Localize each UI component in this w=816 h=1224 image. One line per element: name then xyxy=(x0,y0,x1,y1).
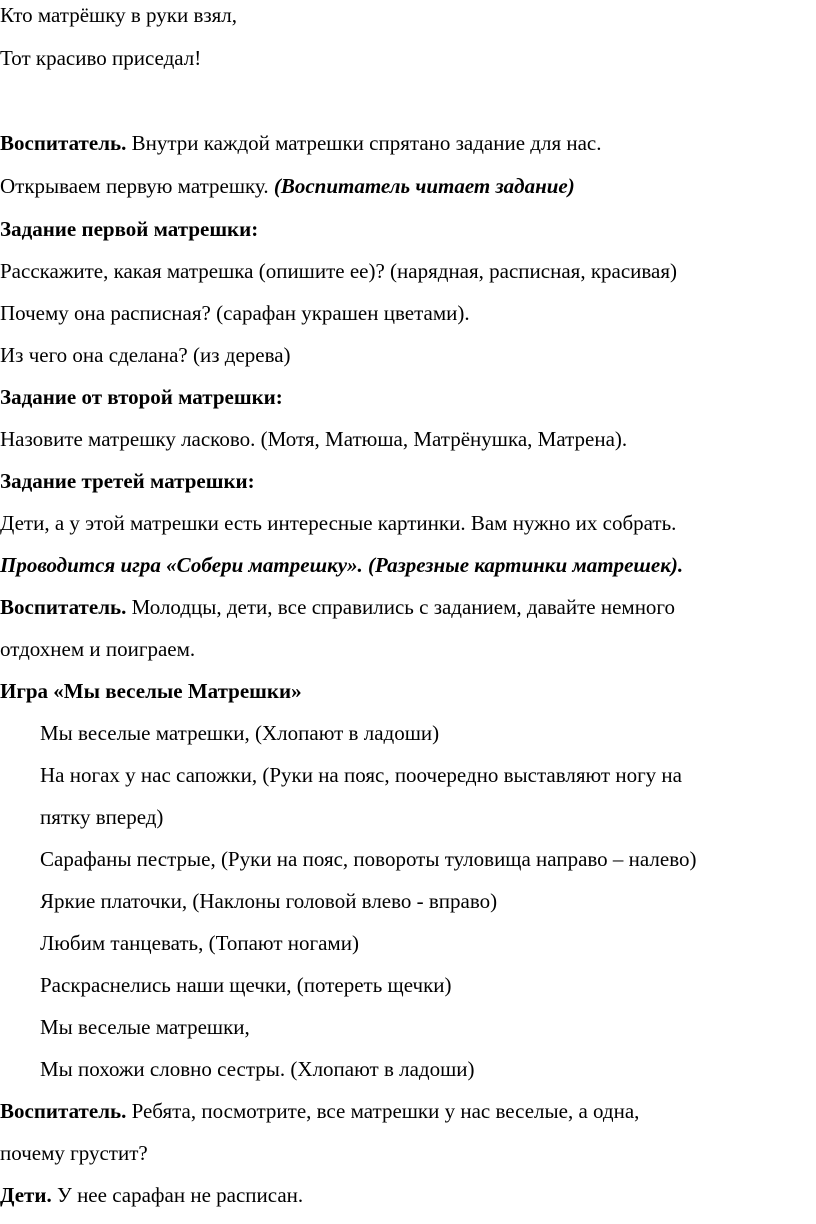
paragraph: Дети, а у этой матрешки есть интересные картинки. Вам нужно их собрать. xyxy=(0,511,677,535)
paragraph: Назовите матрешку ласково. (Мотя, Матюша, Матрёнушка, Матрена). xyxy=(0,427,628,451)
paragraph xyxy=(0,130,602,156)
paragraph: Почему она расписная? (сарафан украшен цветами). xyxy=(0,301,470,325)
heading-text: Игра «Мы веселые Матрешки» xyxy=(0,679,302,703)
heading-text: Задание от второй матрешки: xyxy=(0,385,283,409)
paragraph xyxy=(0,1098,639,1124)
section-heading xyxy=(0,216,258,242)
paragraph-text: Ребята, посмотрите, все матрешки у нас веселые, а одна, xyxy=(126,1099,640,1123)
heading-text: Задание третей матрешки: xyxy=(0,469,255,493)
section-heading xyxy=(0,678,302,704)
paragraph: Расскажите, какая матрешка (опишите ее)? (нарядная, расписная, красивая) xyxy=(0,259,678,283)
paragraph xyxy=(0,173,575,199)
paragraph: Из чего она сделана? (из дерева) xyxy=(0,343,291,367)
paragraph: отдохнем и поиграем. xyxy=(0,637,196,661)
paragraph-text: У нее сарафан не расписан. xyxy=(51,1183,304,1207)
heading-text: Задание первой матрешки: xyxy=(0,217,259,241)
stage-direction xyxy=(0,552,683,578)
poem-line: На ногах у нас сапожки, (Руки на пояс, поочередно выставляют ногу на xyxy=(40,763,682,787)
speaker-label: Воспитатель. xyxy=(0,131,127,155)
section-heading xyxy=(0,468,255,494)
poem-line: Любим танцевать, (Топают ногами) xyxy=(40,931,359,955)
paragraph-text: Открываем первую матрешку. xyxy=(0,174,274,198)
speaker-label: Воспитатель. xyxy=(0,595,127,619)
poem-line: пятку вперед) xyxy=(40,805,164,829)
paragraph xyxy=(0,1182,303,1208)
poem-line: Сарафаны пестрые, (Руки на пояс, повороты туловища направо – налево) xyxy=(40,847,697,871)
speaker-label: Дети. xyxy=(0,1183,52,1207)
poem-line: Мы веселые матрешки, (Хлопают в ладоши) xyxy=(40,721,440,745)
stage-direction: (Воспитатель читает задание) xyxy=(273,174,575,198)
paragraph xyxy=(0,594,675,620)
poem-line: Тот красиво приседал! xyxy=(0,46,202,70)
section-heading xyxy=(0,384,283,410)
paragraph-text: Внутри каждой матрешки спрятано задание для нас. xyxy=(126,131,602,155)
poem-line: Яркие платочки, (Наклоны головой влево - вправо) xyxy=(40,889,498,913)
stage-direction-text: Проводится игра «Собери матрешку». (Разрезные картинки матрешек). xyxy=(0,553,684,577)
speaker-label: Воспитатель. xyxy=(0,1099,127,1123)
paragraph-text: Молодцы, дети, все справились с заданием, давайте немного xyxy=(126,595,676,619)
paragraph: почему грустит? xyxy=(0,1141,148,1165)
poem-line: Кто матрёшку в руки взял, xyxy=(0,3,238,27)
poem-line: Раскраснелись наши щечки, (потереть щечки) xyxy=(40,973,452,997)
poem-line: Мы похожи словно сестры. (Хлопают в ладоши) xyxy=(40,1057,475,1081)
poem-line: Мы веселые матрешки, xyxy=(40,1015,250,1039)
